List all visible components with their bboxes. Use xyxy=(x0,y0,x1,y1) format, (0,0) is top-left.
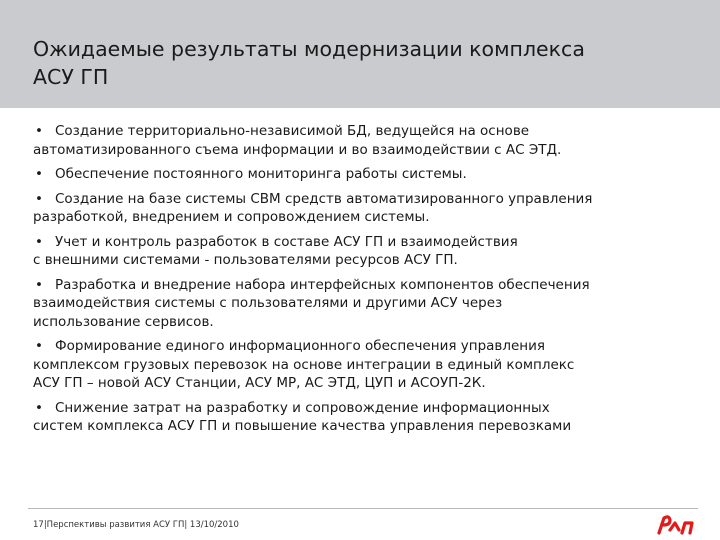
bullet-item xyxy=(33,399,698,436)
bullet-text-line: использование сервисов. xyxy=(33,313,214,330)
bullet-text-line: Разработка и внедрение набора интерфейсных компонентов обеспечения xyxy=(55,276,590,293)
slide-title-line-1: Ожидаемые результаты модернизации комплекса xyxy=(33,37,585,61)
bullet-text-line: с внешними системами - пользователями ресурсов АСУ ГП. xyxy=(33,252,458,268)
bullet-text-line: Создание на базе системы СВМ средств автоматизированного управления xyxy=(55,190,593,207)
bullet-text-line: Обеспечение постоянного мониторинга работы системы. xyxy=(55,166,467,182)
slide-title-line-2: АСУ ГП xyxy=(33,65,109,89)
bullet-item xyxy=(33,122,698,159)
bullet-marker: • xyxy=(35,233,43,250)
bullet-text-line: автоматизированного съема информации и во взаимодействии с АС ЭТД. xyxy=(33,141,562,158)
bullet-marker: • xyxy=(35,338,43,354)
bullet-marker: • xyxy=(35,166,43,182)
bullet-marker: • xyxy=(35,190,43,207)
bullet-text-line: комплексом грузовых перевозок на основе интеграции в единый комплекс xyxy=(33,356,575,373)
rzd-logo-r-stroke xyxy=(659,517,670,533)
bullet-item xyxy=(33,165,698,184)
bullet-item xyxy=(33,190,698,227)
bullet-text-line: Снижение затрат на разработку и сопровождение информационных xyxy=(55,399,550,416)
rzd-logo-icon xyxy=(656,514,696,536)
bullet-marker: • xyxy=(35,399,43,416)
bullet-text-line: взаимодействия системы с пользователями и другими АСУ через xyxy=(33,295,503,311)
bullet-text-line: АСУ ГП – новой АСУ Станции, АСУ МР, АС ЭТД, ЦУП и АСОУП-2К. xyxy=(33,375,486,391)
bullet-text-line: разработкой, внедрением и сопровождением системы. xyxy=(33,209,430,225)
rzd-logo-d-stroke xyxy=(682,523,692,533)
slide-title xyxy=(33,35,673,91)
bullet-text-line: систем комплекса АСУ ГП и повышение качества управления перевозками xyxy=(33,418,572,434)
bullet-marker: • xyxy=(35,123,43,139)
footer-text: 17|Перспективы развития АСУ ГП| 13/10/2010 xyxy=(33,520,239,530)
bullet-item xyxy=(33,233,698,270)
bullet-text-line: Учет и контроль разработок в составе АСУ ГП и взаимодействия xyxy=(55,233,518,250)
bullet-text-line: Создание территориально-независимой БД, ведущейся на основе xyxy=(55,123,530,139)
footer-divider xyxy=(28,508,698,509)
rzd-logo-zh-stroke xyxy=(670,523,679,530)
bullet-marker: • xyxy=(35,276,43,293)
bullet-item xyxy=(33,276,698,332)
title-band xyxy=(0,0,720,108)
bullet-item xyxy=(33,337,698,393)
bullet-list xyxy=(33,122,698,442)
bullet-text-line: Формирование единого информационного обеспечения управления xyxy=(55,338,546,354)
